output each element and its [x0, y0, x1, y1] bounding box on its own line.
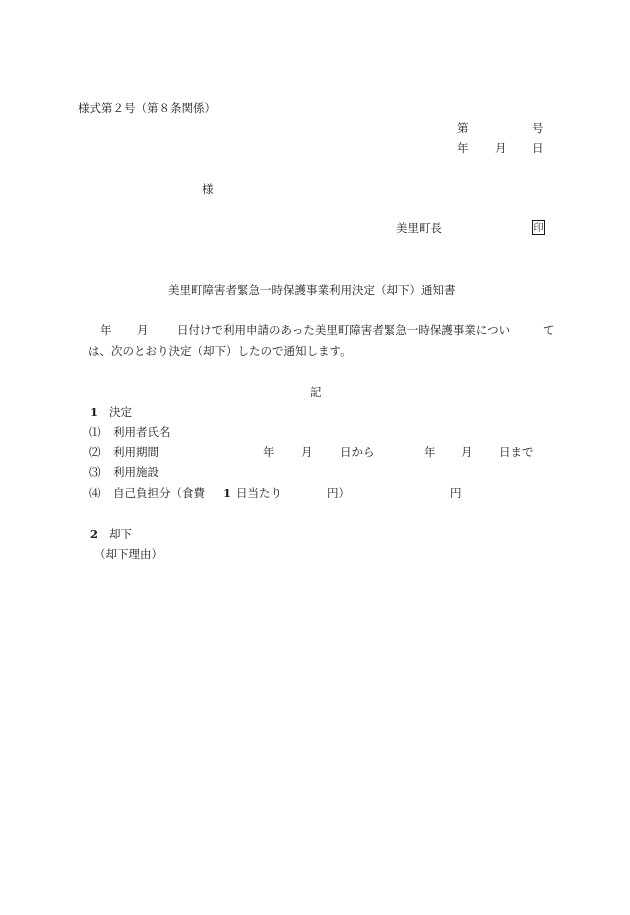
period-from-year: 年	[263, 445, 275, 459]
item-num: ⑵	[89, 445, 101, 459]
period-from-day: 日から	[340, 445, 375, 459]
ki-heading: 記	[310, 385, 322, 399]
item-label-cost: 自己負担分（食費	[113, 486, 205, 500]
document-title: 美里町障害者緊急一時保護事業利用決定（却下）通知書	[168, 283, 456, 297]
seal-mark: 印	[532, 220, 545, 235]
period-to-day: 日まで	[499, 445, 534, 459]
doc-number-prefix: 第	[457, 121, 469, 135]
section1-label: 決定	[109, 405, 132, 419]
date-month: 月	[495, 141, 507, 155]
date-year: 年	[457, 141, 469, 155]
cost-one: 1	[223, 486, 232, 500]
addressee-suffix: 様	[202, 182, 214, 196]
doc-number-suffix: 号	[532, 121, 544, 135]
item-num: ⑶	[89, 465, 101, 479]
period-from-month: 月	[301, 445, 313, 459]
form-number: 様式第２号（第８条関係）	[78, 101, 216, 115]
period-to-year: 年	[424, 445, 436, 459]
section2-label: 却下	[109, 527, 132, 541]
cost-per-day: 日当たり	[236, 486, 282, 500]
section2-number: 2	[90, 527, 99, 541]
item-num: ⑴	[89, 425, 101, 439]
cost-yen: 円	[450, 486, 462, 500]
body-month: 月	[137, 323, 149, 337]
item-num: ⑷	[89, 486, 101, 500]
reject-reason: （却下理由）	[94, 547, 163, 561]
body-line1-end: て	[543, 323, 555, 337]
period-to-month: 月	[461, 445, 473, 459]
body-line1: 日付けで利用申請のあった美里町障害者緊急一時保護事業につい	[177, 323, 511, 337]
section1-number: 1	[90, 405, 99, 419]
item-label-facility: 利用施設	[113, 465, 159, 479]
cost-yen-close: 円）	[327, 486, 350, 500]
body-year: 年	[100, 323, 112, 337]
body-line2: は、次のとおり決定（却下）したので通知します。	[88, 344, 352, 358]
issuer-name: 美里町長	[396, 221, 442, 235]
date-day: 日	[532, 141, 544, 155]
item-label-period: 利用期間	[113, 445, 159, 459]
item-label-name: 利用者氏名	[113, 425, 171, 439]
